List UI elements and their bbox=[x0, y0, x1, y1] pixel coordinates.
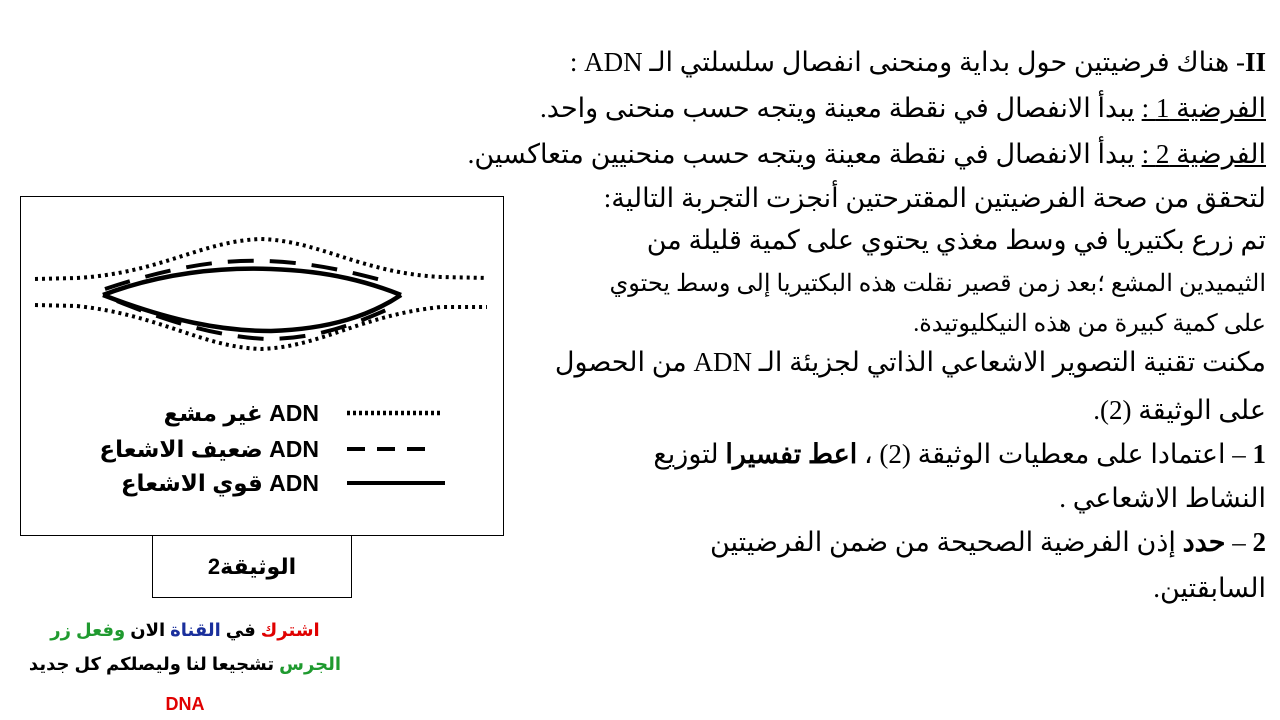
hypothesis-2 bbox=[468, 136, 1266, 172]
technique-line-2: على الوثيقة (2). bbox=[1093, 395, 1266, 425]
promo-line-1 bbox=[0, 616, 370, 644]
experiment-line-3: على كمية كبيرة من هذه النيكليوتيدة. bbox=[913, 311, 1266, 337]
figure-caption: الوثيقة2 bbox=[207, 553, 297, 579]
hypothesis-2-label: الفرضية 2 : bbox=[1141, 139, 1266, 169]
hypothesis-1-label: الفرضية 1 : bbox=[1141, 93, 1266, 123]
legend-row-weak bbox=[21, 434, 505, 464]
promo-bell: الجرس bbox=[279, 654, 342, 674]
question-2-cont: السابقتين. bbox=[1153, 573, 1266, 603]
legend-label-weak: ADN ضعيف الاشعاع bbox=[99, 436, 319, 462]
promo-line-2 bbox=[0, 650, 370, 678]
document-2-figure bbox=[20, 196, 504, 536]
promo-dna: DNA bbox=[165, 694, 205, 714]
question-2 bbox=[710, 524, 1266, 560]
dotted-strand-top bbox=[35, 239, 487, 279]
experiment-line-2: الثيميدين المشع ؛بعد زمن قصير نقلت هذه البكتيريا إلى وسط يحتوي bbox=[609, 271, 1266, 297]
question-1-verb: اعط تفسيرا bbox=[725, 439, 858, 469]
legend-row-strong bbox=[21, 468, 505, 498]
question-1-text-end: لتوزيع bbox=[653, 439, 726, 469]
hypothesis-1 bbox=[540, 90, 1266, 126]
promo-channel: القناة bbox=[170, 620, 221, 640]
question-2-number: 2 bbox=[1252, 527, 1266, 557]
promo-activate: وفعل زر bbox=[50, 620, 126, 640]
question-2-verb: حدد bbox=[1182, 527, 1226, 557]
section-number: II bbox=[1244, 47, 1266, 77]
hypothesis-1-text: يبدأ الانفصال في نقطة معينة ويتجه حسب منحنى واحد. bbox=[540, 93, 1142, 123]
question-2-text: إذن الفرضية الصحيحة من ضمن الفرضيتين bbox=[709, 527, 1183, 557]
legend-label-strong: ADN قوي الاشعاع bbox=[120, 470, 319, 496]
promo-encourage: تشجيعا لنا وليصلكم كل جديد bbox=[28, 654, 280, 674]
promo-subscribe: اشترك bbox=[260, 620, 320, 640]
intro-text: - هناك فرضيتين حول بداية ومنحنى انفصال سلسلتي الـ ADN : bbox=[569, 47, 1245, 77]
legend-label-unlabeled: ADN غير مشع bbox=[163, 400, 319, 426]
experiment-intro: لتحقق من صحة الفرضيتين المقترحتين أنجزت التجربة التالية: bbox=[603, 183, 1266, 213]
figure-caption-box bbox=[152, 536, 352, 598]
technique-line-1: مكنت تقنية التصوير الاشعاعي الذاتي لجزيئة الـ ADN من الحصول bbox=[554, 347, 1266, 377]
legend-row-unlabeled bbox=[21, 398, 505, 428]
promo-now: الان bbox=[125, 620, 171, 640]
dotted-strand-bottom bbox=[35, 305, 487, 349]
intro-line bbox=[570, 44, 1266, 80]
question-1 bbox=[653, 436, 1266, 472]
question-2-dash: – bbox=[1225, 527, 1253, 557]
question-1-number: 1 bbox=[1252, 439, 1266, 469]
promo-in: في bbox=[220, 620, 261, 640]
question-1-cont: النشاط الاشعاعي . bbox=[1059, 483, 1266, 513]
hypothesis-2-text: يبدأ الانفصال في نقطة معينة ويتجه حسب منحنيين متعاكسين. bbox=[467, 139, 1142, 169]
question-1-text: – اعتمادا على معطيات الوثيقة (2) ، bbox=[857, 439, 1253, 469]
experiment-line-1: تم زرع بكتيريا في وسط مغذي يحتوي على كمية قليلة من bbox=[646, 225, 1266, 255]
